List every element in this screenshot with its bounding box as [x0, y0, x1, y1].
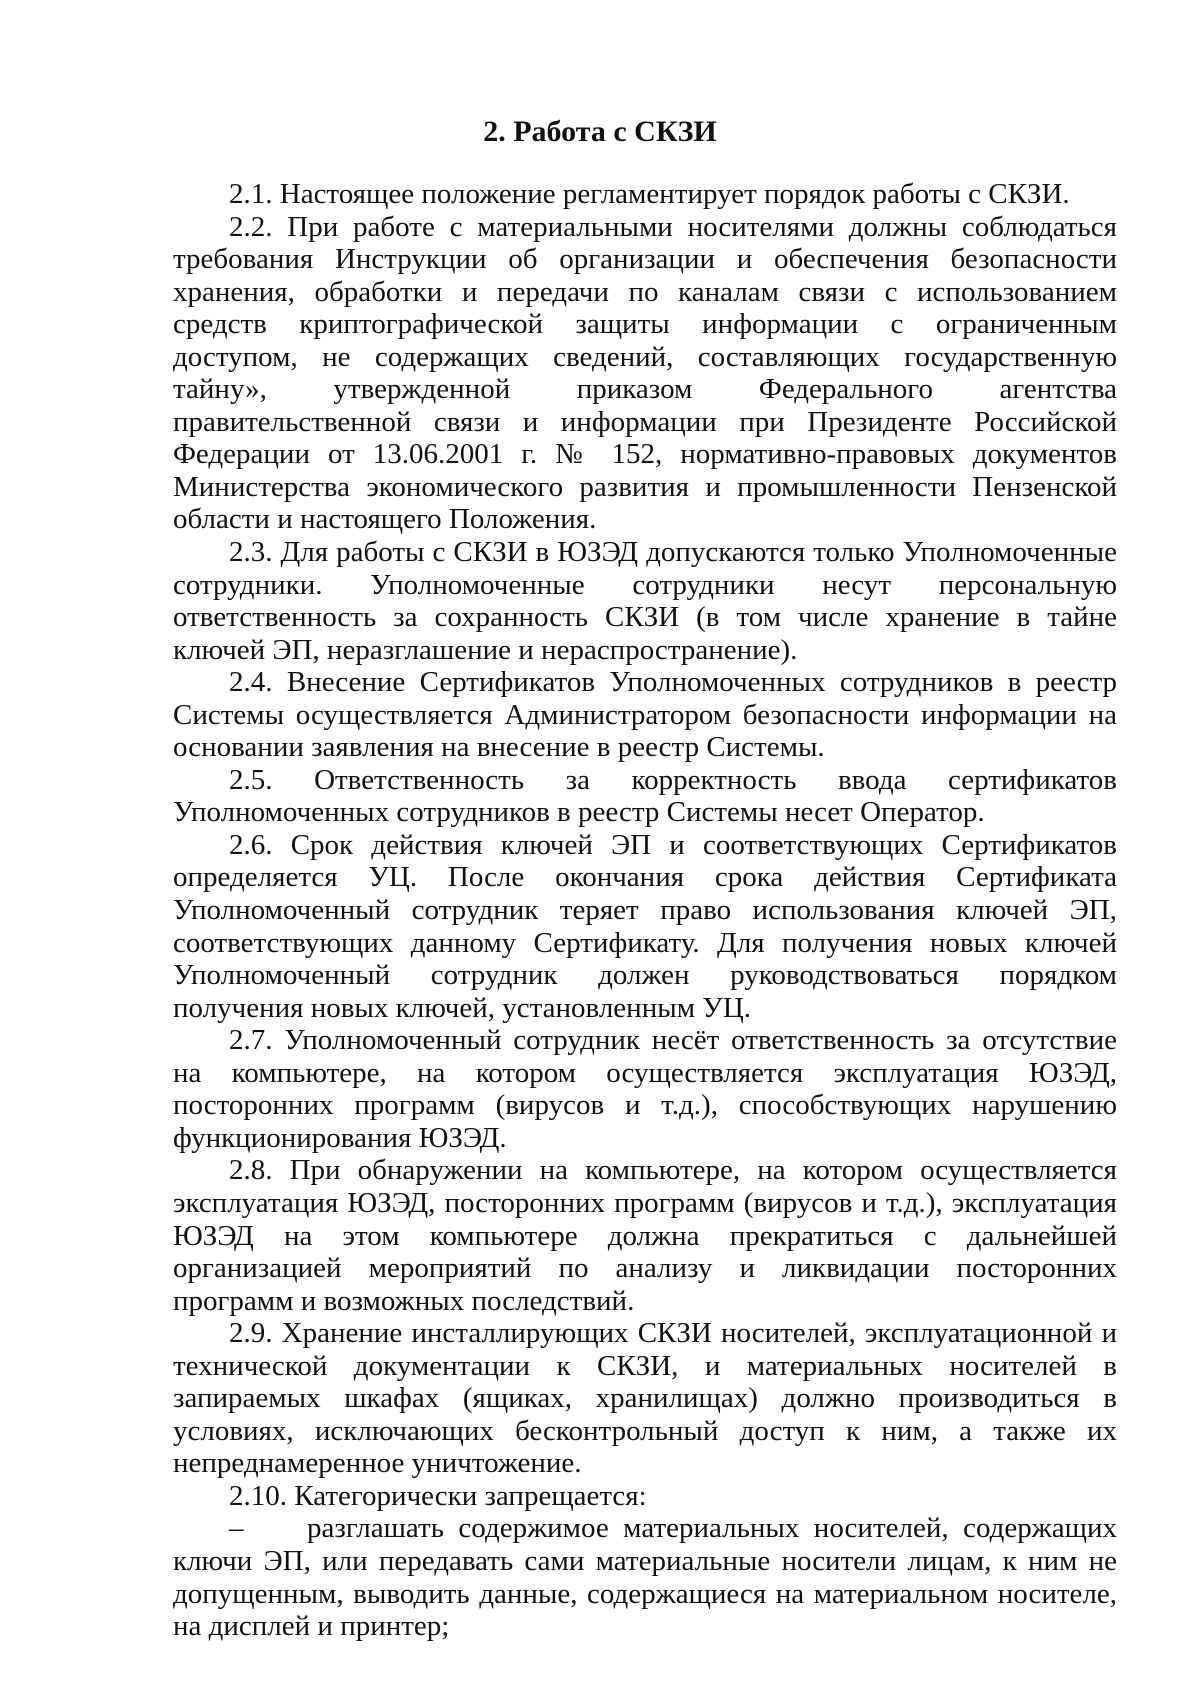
- paragraph-2-9: 2.9. Хранение инсталлирующих СКЗИ носителей, эксплуатационной и технической документации к СКЗИ, и материальных носителей в запираемых шкафах (ящиках, хранилищах) должно производиться в условиях, исключающих бесконтрольный доступ к ним, а также их непреднамеренное уничтожение.: [173, 1317, 1117, 1480]
- section-title: 2. Работа с СКЗИ: [483, 115, 717, 148]
- paragraph-2-10: 2.10. Категорически запрещается:: [229, 1479, 647, 1512]
- paragraph-2-1: 2.1. Настоящее положение регламентирует порядок работы с СКЗИ.: [229, 178, 1070, 210]
- paragraph-2-8: 2.8. При обнаружении на компьютере, на котором осуществляется эксплуатация ЮЗЭД, посторонних программ (вирусов и т.д.), эксплуатация ЮЗЭД на этом компьютере должна прекратиться с дальнейшей организацией мероприятий по анализу и ликвидации посторонних программ и возможных последствий.: [173, 1154, 1117, 1317]
- list-item: [173, 1512, 1117, 1642]
- list-item-marker: –: [229, 1512, 244, 1545]
- paragraph-2-4: 2.4. Внесение Сертификатов Уполномоченных сотрудников в реестр Системы осуществляется Администратором безопасности информации на основании заявления на внесение в реестр Системы.: [173, 666, 1117, 764]
- paragraph-2-2: 2.2. При работе с материальными носителями должны соблюдаться требования Инструкции об организации и обеспечения безопасности хранения, обработки и передачи по каналам связи с использованием средств криптографической защиты информации с ограниченным доступом, не содержащих сведений, составляющих государственную тайну», утвержденной приказом Федерального агентства правительственной связи и информации при Президенте Российской Федерации от 13.06.2001 г. № 152, нормативно-правовых документов Министерства экономического развития и промышленности Пензенской области и настоящего Положения.: [173, 210, 1117, 536]
- paragraph-2-5: 2.5. Ответственность за корректность ввода сертификатов Уполномоченных сотрудников в реестр Системы несет Оператор.: [173, 763, 1117, 829]
- paragraph-2-3: 2.3. Для работы с СКЗИ в ЮЗЭД допускаются только Уполномоченные сотрудники. Уполномоченные сотрудники несут персональную ответственность за сохранность СКЗИ (в том числе хранение в тайне ключей ЭП, неразглашение и нераспространение).: [173, 536, 1117, 666]
- paragraph-2-7: 2.7. Уполномоченный сотрудник несёт ответственность за отсутствие на компьютере, на котором осуществляется эксплуатация ЮЗЭД, посторонних программ (вирусов и т.д.), способствующих нарушению функционирования ЮЗЭД.: [173, 1024, 1117, 1154]
- document-body: [173, 178, 1117, 1643]
- paragraph-2-6: 2.6. Срок действия ключей ЭП и соответствующих Сертификатов определяется УЦ. После окончания срока действия Сертификата Уполномоченный сотрудник теряет право использования ключей ЭП, соответствующих данному Сертификату. Для получения новых ключей Уполномоченный сотрудник должен руководствоваться порядком получения новых ключей, установленным УЦ.: [173, 828, 1117, 1024]
- list-item-text: разглашать содержимое материальных носителей, содержащих ключи ЭП, или передавать сами материальные носители лицам, к ним не допущенным, выводить данные, содержащиеся на материальном носителе, на дисплей и принтер;: [173, 1512, 1117, 1643]
